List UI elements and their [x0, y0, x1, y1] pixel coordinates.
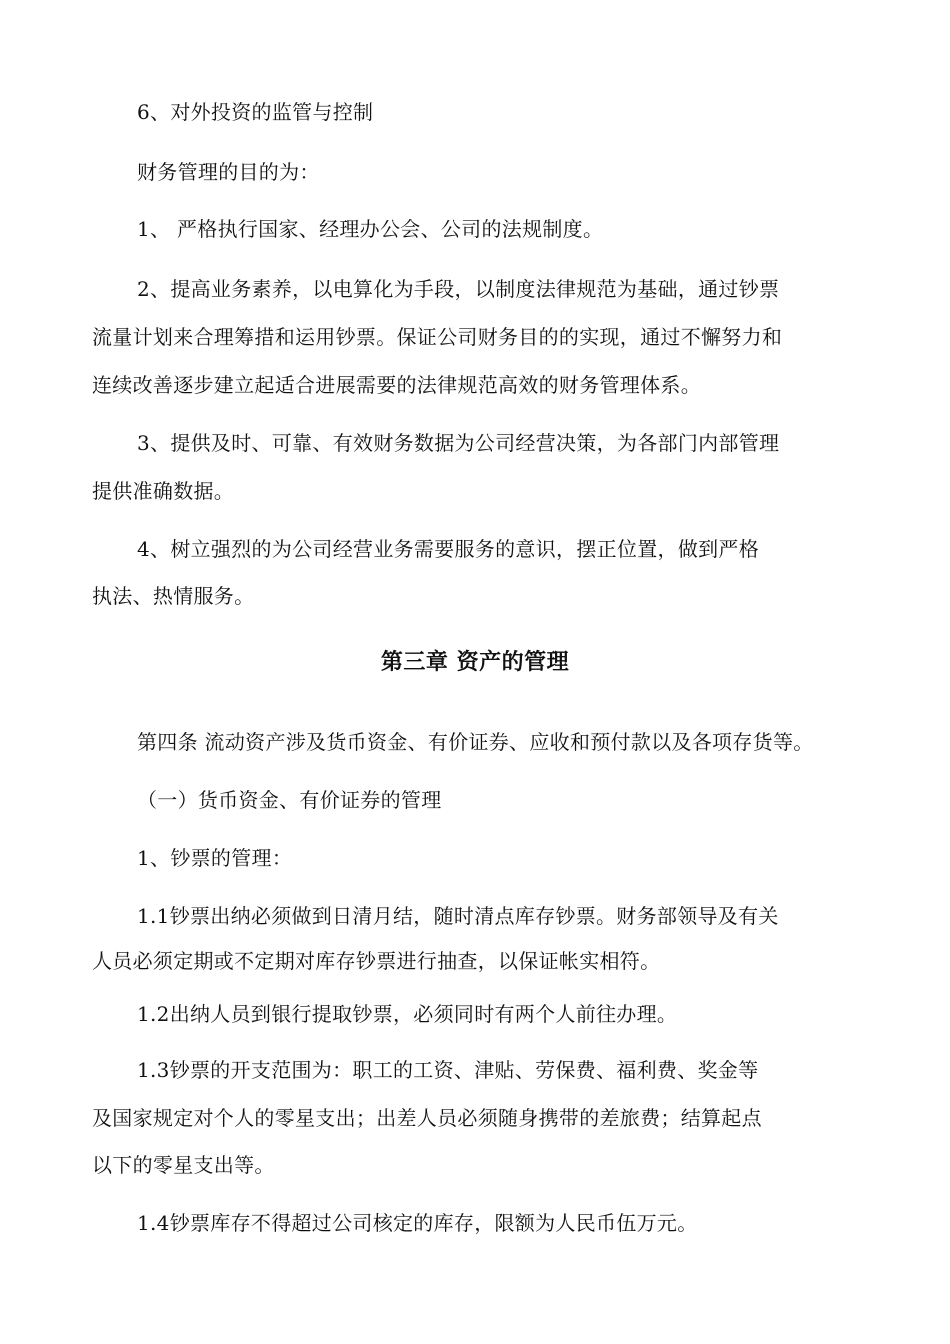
paragraph-article-4: 第四条 流动资产涉及货币资金、有价证券、应收和预付款以及各项存货等。 [137, 730, 814, 754]
paragraph-purpose-2-line-2: 流量计划来合理筹措和运用钞票。保证公司财务目的的实现，通过不懈努力和 [92, 325, 783, 349]
item-1-4: 1.4钞票库存不得超过公司核定的库存，限额为人民币伍万元。 [137, 1211, 698, 1235]
paragraph-investment-control: 6、对外投资的监管与控制 [137, 100, 374, 124]
paragraph-purpose-3-line-2: 提供准确数据。 [92, 479, 235, 503]
item-1-3-line-3: 以下的零星支出等。 [92, 1153, 275, 1177]
paragraph-purpose-2-line-3: 连续改善逐步建立起适合进展需要的法律规范高效的财务管理体系。 [92, 373, 701, 397]
paragraph-purpose-1: 1、 严格执行国家、经理办公会、公司的法规制度。 [137, 217, 604, 241]
paragraph-purpose-3-line-1: 3、提供及时、可靠、有效财务数据为公司经营决策，为各部门内部管理 [137, 431, 780, 455]
paragraph-purpose-2-line-1: 2、提高业务素养，以电算化为手段，以制度法律规范为基础，通过钞票 [137, 277, 780, 301]
item-1-3-line-2: 及国家规定对个人的零星支出；出差人员必须随身携带的差旅费；结算起点 [92, 1106, 762, 1130]
item-cash-management: 1、钞票的管理： [137, 846, 293, 870]
paragraph-purpose-4-line-1: 4、树立强烈的为公司经营业务需要服务的意识，摆正位置，做到严格 [137, 537, 760, 561]
section-heading-currency: （一）货币资金、有价证券的管理 [137, 788, 442, 812]
paragraph-purpose-intro: 财务管理的目的为： [137, 160, 320, 184]
item-1-1-line-1: 1.1钞票出纳必须做到日清月结，随时清点库存钞票。财务部领导及有关 [137, 904, 779, 928]
paragraph-purpose-4-line-2: 执法、热情服务。 [92, 584, 255, 608]
chapter-title: 第三章 资产的管理 [380, 650, 570, 675]
item-1-1-line-2: 人员必须定期或不定期对库存钞票进行抽查，以保证帐实相符。 [92, 949, 661, 973]
item-1-2: 1.2出纳人员到银行提取钞票，必须同时有两个人前往办理。 [137, 1002, 678, 1026]
item-1-3-line-1: 1.3钞票的开支范围为：职工的工资、津贴、劳保费、福利费、奖金等 [137, 1058, 759, 1082]
